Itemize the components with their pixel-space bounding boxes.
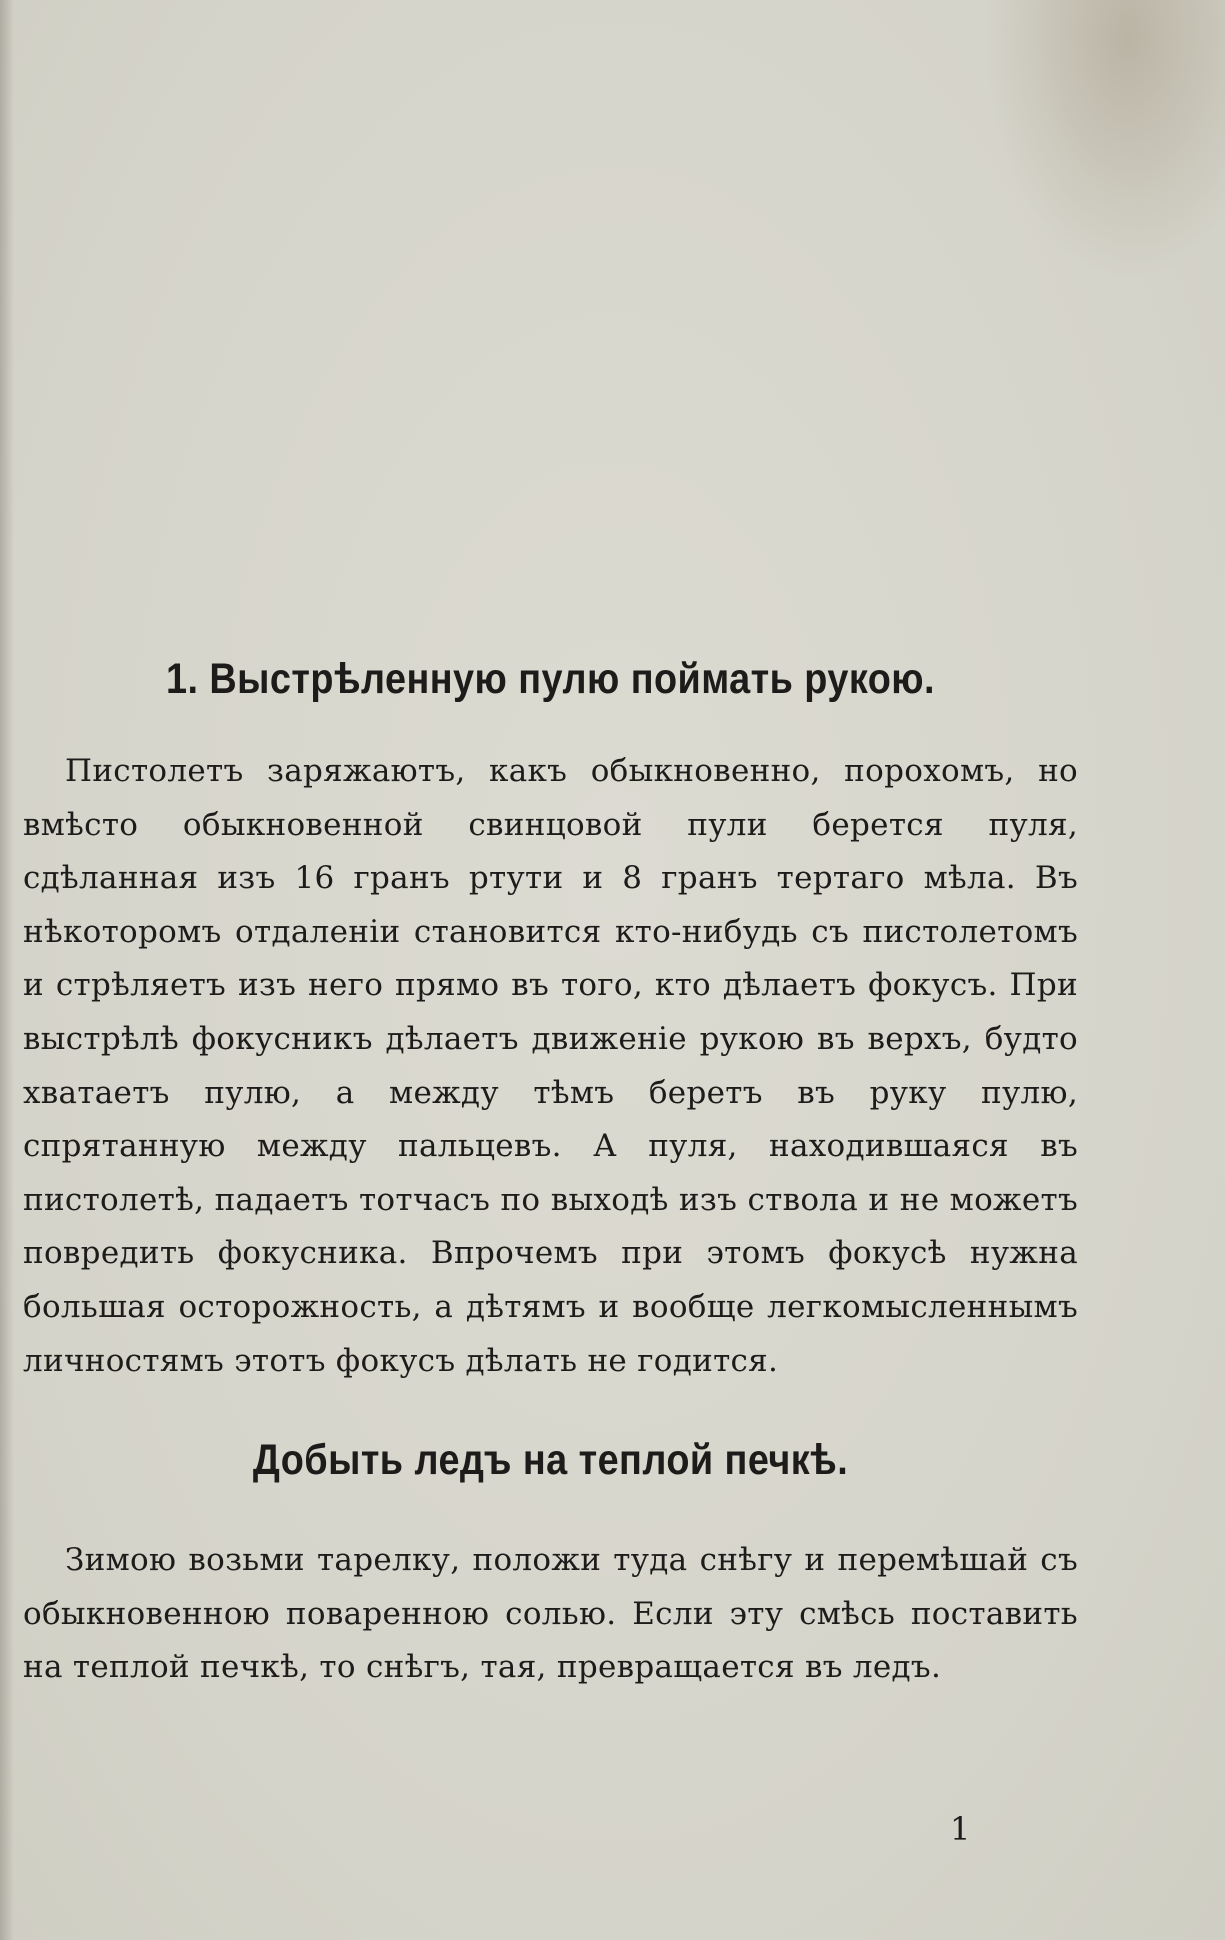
page-binding-shadow [0, 0, 14, 1940]
page-number: 1 [950, 1810, 971, 1848]
paragraph-ice-on-stove: Зимою возьми тарелку, положи туда снѣгу и перемѣшай съ обыкновенною поваренною солью. Если эту смѣсь поставить на теплой печкѣ, то снѣгъ, тая, превращается въ ледъ. [23, 1542, 1078, 1686]
section-heading-ice-on-stove: Добыть ледъ на теплой печкѣ. [252, 1436, 849, 1485]
section-heading-catch-bullet: 1. Выстрѣленную пулю поймать рукою. [166, 655, 935, 703]
page-content [23, 655, 1078, 1695]
paragraph-catch-bullet: Пистолетъ заряжаютъ, какъ обыкновенно, порохомъ, но вмѣсто обыкновенной свинцовой пули берется пуля, сдѣланная изъ 16 гранъ ртути и 8 гранъ тертаго мѣла. Въ нѣкоторомъ отдаленіи становится кто-нибудь съ пистолетомъ и стрѣляетъ изъ него прямо въ того, кто дѣлаетъ фокусъ. При выстрѣлѣ фокусникъ дѣлаетъ движеніе рукою въ верхъ, будто хватаетъ пулю, а между тѣмъ беретъ въ руку пулю, спрятанную между пальцевъ. А пуля, находившаяся въ пистолетѣ, падаетъ тотчасъ по выходѣ изъ ствола и не можетъ повредить фокусника. Впрочемъ при этомъ фокусѣ нужна большая осторожность, а дѣтямъ и вообще легкомысленнымъ личностямъ этотъ фокусъ дѣлать не годится. [23, 753, 1078, 1379]
bleed-through-text [240, 270, 1090, 478]
